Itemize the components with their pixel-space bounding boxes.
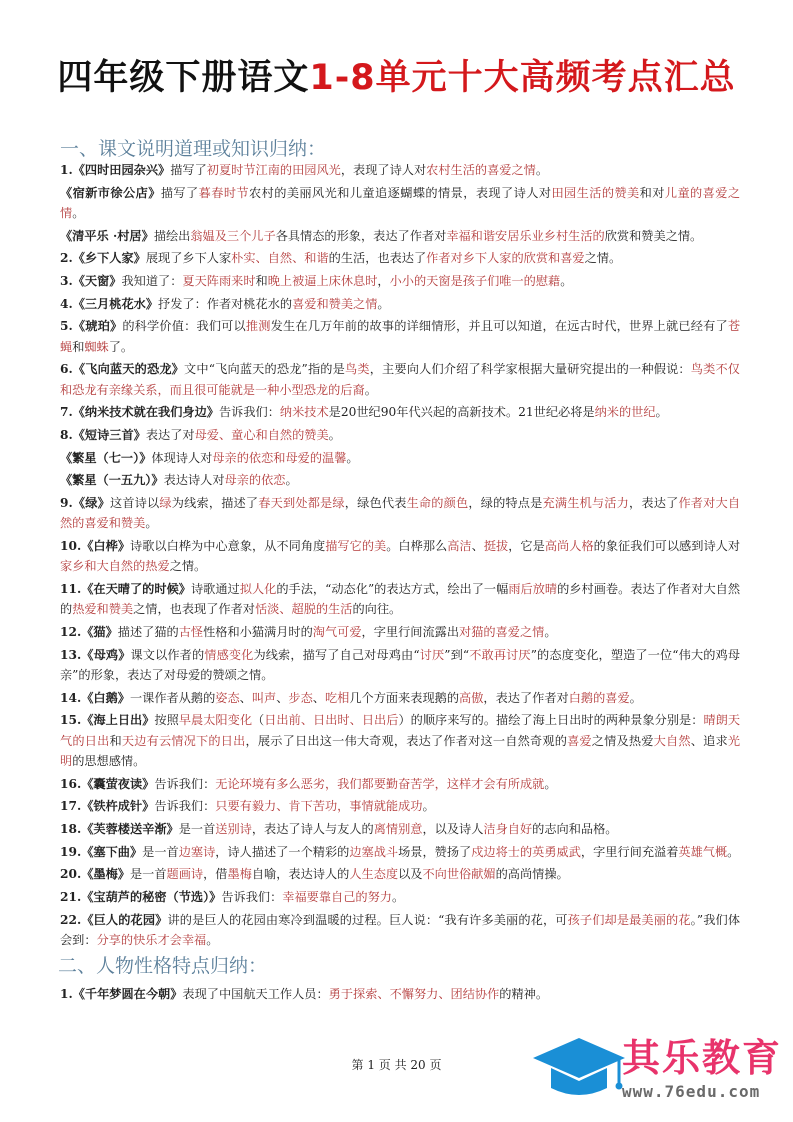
list-item bbox=[60, 316, 740, 357]
highlight-text: 初夏时节江南的田园风光 bbox=[206, 163, 341, 177]
list-item bbox=[60, 271, 740, 291]
highlight-text: 雨后放晴 bbox=[508, 582, 558, 597]
highlight-text: 日出前、日出时、日出后 bbox=[264, 713, 399, 728]
item-text: 告诉我们： bbox=[218, 405, 280, 420]
item-text: 。白桦那么 bbox=[386, 539, 448, 554]
item-text: 的科学价值：我们可以 bbox=[122, 319, 246, 334]
item-text: 为线索，描述了 bbox=[171, 496, 259, 511]
list-item bbox=[60, 183, 740, 224]
item-text: 一课作者从鹅的 bbox=[129, 690, 216, 705]
highlight-text: 淘气可爱 bbox=[312, 625, 362, 640]
list-item bbox=[60, 493, 740, 534]
item-heading: 3.《天窗》 bbox=[60, 274, 122, 289]
item-text: 的乡村画卷。表达了作者对大自然的 bbox=[60, 582, 741, 617]
item-heading: 20.《墨梅》 bbox=[60, 867, 130, 882]
highlight-text: 蜘蛛 bbox=[84, 339, 109, 354]
highlight-text: 儿童的喜爱之情 bbox=[60, 185, 741, 220]
highlight-text: 古怪 bbox=[178, 625, 204, 640]
item-text: 是一首 bbox=[142, 844, 179, 859]
item-heading: 13.《母鸡》 bbox=[60, 647, 131, 662]
item-text: 。 bbox=[655, 405, 668, 420]
item-text: 以及 bbox=[398, 867, 423, 882]
highlight-text: 鸟类不仅和恐龙有亲缘关系，而且很可能就是一种小型恐龙的后裔 bbox=[60, 362, 740, 397]
highlight-text: 英雄气概 bbox=[678, 844, 728, 859]
highlight-text: 夏天阵雨来时 bbox=[182, 274, 256, 289]
item-text: ， bbox=[377, 274, 390, 289]
item-text: 为线索，描写了自己对母鸡由“ bbox=[253, 647, 420, 662]
item-heading: 15.《海上日出》 bbox=[60, 713, 155, 728]
item-text: 。 bbox=[629, 690, 642, 705]
item-heading: 12.《猫》 bbox=[60, 625, 118, 640]
item-text: ，绿的特点是 bbox=[468, 496, 543, 511]
highlight-text: 挺拔 bbox=[483, 539, 509, 554]
item-text: 和 bbox=[72, 339, 85, 354]
item-text: 的精神。 bbox=[499, 987, 549, 1002]
item-text: 诗歌以白桦为中心意象，从不同角度 bbox=[130, 539, 326, 554]
highlight-text: 绿 bbox=[159, 496, 172, 511]
item-text: 的象征我们可以感到诗人对 bbox=[593, 539, 741, 554]
list-item bbox=[60, 425, 740, 445]
item-text: 。 bbox=[328, 428, 341, 443]
highlight-text: 母爱、童心和自然的赞美 bbox=[194, 428, 329, 443]
list-item bbox=[60, 536, 740, 577]
item-text: 的向往。 bbox=[352, 602, 402, 617]
item-text: 告诉我们： bbox=[154, 799, 216, 814]
highlight-text: 春天到处都是绿 bbox=[258, 496, 345, 511]
item-text: （ bbox=[252, 713, 265, 728]
section-heading-1: 一、课文说明道理或知识归纳： bbox=[60, 138, 327, 160]
item-text: 表达诗人对 bbox=[163, 473, 225, 488]
item-text: 之情及热爱 bbox=[591, 733, 654, 748]
item-heading: 17.《铁杵成针》 bbox=[60, 799, 155, 814]
item-text: ，表达了诗人与友人的 bbox=[251, 822, 374, 837]
highlight-text: 墨梅 bbox=[227, 867, 252, 882]
highlight-text: 恬淡、超脱的生活 bbox=[255, 602, 353, 617]
item-text: 了。 bbox=[108, 339, 134, 354]
highlight-text: 晴朗天气的日出 bbox=[60, 713, 741, 748]
highlight-text: 离情别意 bbox=[373, 822, 423, 837]
item-text: 场景，赞扬了 bbox=[398, 844, 472, 859]
highlight-text: 鸟类 bbox=[345, 362, 370, 377]
item-text: 和 bbox=[109, 733, 122, 748]
item-text: 。”我们体会到： bbox=[60, 912, 741, 948]
item-heading: 19.《塞下曲》 bbox=[60, 844, 143, 859]
item-heading: 22.《巨人的花园》 bbox=[60, 912, 168, 927]
item-text: 体现诗人对 bbox=[151, 450, 213, 465]
list-item bbox=[60, 622, 740, 642]
item-text: 描写了 bbox=[170, 163, 207, 177]
item-heading: 7.《纳米技术就在我们身边》 bbox=[60, 405, 219, 420]
item-heading: 《繁星（七一）》 bbox=[60, 450, 152, 465]
list-item bbox=[60, 887, 740, 907]
item-text: 。 bbox=[422, 799, 435, 814]
highlight-text: 天边有云情况下的日出 bbox=[121, 733, 246, 748]
item-heading: 10.《白桦》 bbox=[60, 539, 131, 554]
list-item bbox=[60, 864, 740, 884]
item-heading: 2.《乡下人家》 bbox=[60, 251, 146, 266]
item-text: 的志向和品格。 bbox=[532, 822, 618, 837]
highlight-text: 戍边将士的英勇威武 bbox=[471, 844, 581, 859]
item-text: ，表达了 bbox=[629, 496, 679, 511]
highlight-text: 翁媪及三个儿子 bbox=[190, 228, 276, 243]
highlight-text: 热爱和赞美 bbox=[72, 602, 134, 617]
list-item bbox=[60, 688, 740, 708]
item-text: 之情。 bbox=[584, 251, 622, 266]
item-text: 和 bbox=[255, 274, 268, 289]
logo-url: www.76edu.com bbox=[622, 1082, 761, 1101]
item-text: 性格和小猫满月时的 bbox=[203, 625, 313, 640]
item-heading: 16.《囊萤夜读》 bbox=[60, 776, 155, 791]
item-heading: 5.《琥珀》 bbox=[60, 319, 123, 334]
item-text: 自喻，表达诗人的 bbox=[251, 867, 350, 882]
highlight-text: 不敢再讨厌 bbox=[469, 647, 531, 662]
item-heading: 8.《短诗三首》 bbox=[60, 428, 146, 443]
highlight-text: 讨厌 bbox=[419, 647, 445, 662]
list-item bbox=[60, 710, 740, 771]
item-text: 。 bbox=[72, 205, 85, 220]
item-text: ，主要向人们介绍了科学家根据大量研究提出的一种假说： bbox=[369, 362, 691, 377]
item-text: 。 bbox=[560, 274, 573, 289]
item-text: 我知道了： bbox=[121, 274, 183, 289]
highlight-text: 孩子们却是最美丽的花 bbox=[567, 912, 691, 927]
highlight-text: 纳米技术 bbox=[279, 405, 329, 420]
highlight-text: 高尚人格 bbox=[544, 539, 594, 554]
item-text: 发生在几万年前的故事的详细情形，并且可以知道，在远古时代，世界上就已经有了 bbox=[270, 319, 728, 334]
item-text: 按照 bbox=[154, 713, 179, 728]
item-text: 。 bbox=[727, 844, 740, 859]
item-text: 农村的美丽风光和儿童追逐蝴蝶的情景，表现了诗人对 bbox=[249, 185, 552, 200]
item-text: 这首诗以 bbox=[109, 496, 160, 511]
highlight-text: 幸福和谐安居乐业乡村生活的 bbox=[446, 228, 605, 243]
item-text: 各具情态的形象，表达了作者对 bbox=[275, 228, 447, 243]
highlight-text: 高傲 bbox=[459, 690, 484, 705]
item-text: 表现了中国航天工作人员： bbox=[182, 987, 329, 1002]
list-item bbox=[60, 984, 740, 1004]
item-text: 是一首 bbox=[129, 867, 167, 882]
item-text: 之情。 bbox=[169, 559, 207, 574]
highlight-text: 描写它的美 bbox=[325, 539, 387, 554]
highlight-text: 幸福要靠自己的努力 bbox=[282, 890, 392, 905]
highlight-text: 勇于探索、不懈努力、团结协作 bbox=[328, 987, 500, 1002]
list-item bbox=[60, 842, 740, 862]
item-text: 告诉我们： bbox=[221, 890, 283, 905]
highlight-text: 只要有毅力、肯下苦功，事情就能成功 bbox=[215, 799, 423, 814]
highlight-text: 送别诗 bbox=[215, 822, 252, 837]
highlight-text: 作者对乡下人家的欣赏和喜爱 bbox=[426, 251, 585, 266]
highlight-text: 人生态度 bbox=[349, 867, 399, 882]
page-title bbox=[0, 56, 793, 100]
highlight-text: 高洁 bbox=[447, 539, 472, 554]
highlight-text: 拟人化 bbox=[239, 582, 277, 597]
highlight-text: 姿态 bbox=[215, 690, 240, 705]
highlight-text: 母亲的依恋 bbox=[224, 473, 286, 488]
list-item bbox=[60, 359, 740, 400]
list-item bbox=[60, 645, 740, 686]
item-text: ，它是 bbox=[508, 539, 545, 554]
item-text: 告诉我们： bbox=[154, 776, 216, 791]
page-footer: 第 1 页 共 20 页 bbox=[351, 1058, 442, 1072]
item-text: 。 bbox=[285, 473, 298, 488]
item-text: ，借 bbox=[203, 867, 228, 882]
item-text: 描写了 bbox=[160, 185, 199, 200]
item-text: 是一首 bbox=[178, 822, 216, 837]
item-text: 是20世纪90年代兴起的高新技术。21世纪必将是 bbox=[328, 405, 595, 420]
highlight-text: 对猫的喜爱之情 bbox=[459, 625, 545, 640]
item-text: 的高尚情操。 bbox=[495, 867, 569, 882]
highlight-text: 题画诗 bbox=[166, 867, 204, 882]
highlight-text: 洁身自好 bbox=[483, 822, 533, 837]
list-item bbox=[60, 402, 740, 422]
item-text: 。 bbox=[377, 296, 390, 311]
item-heading: 6.《飞向蓝天的恐龙》 bbox=[60, 362, 185, 377]
item-text: ）的顺序来写的。描绘了海上日出时的两种景象分别是： bbox=[398, 713, 704, 728]
highlight-text: 分享的快乐才会幸福 bbox=[96, 933, 207, 948]
list-item bbox=[60, 819, 740, 839]
item-heading: 1.《四时田园杂兴》 bbox=[60, 163, 171, 177]
title-part1: 四年级下册语文 bbox=[57, 58, 310, 98]
highlight-text: 作者对大自然的喜爱和赞美 bbox=[60, 496, 741, 531]
highlight-text: 纳米的世纪 bbox=[594, 405, 656, 420]
highlight-text: 情感变化 bbox=[204, 647, 254, 662]
item-text: 。 bbox=[206, 933, 219, 948]
highlight-text: 边塞战斗 bbox=[349, 844, 399, 859]
list-item bbox=[60, 448, 740, 468]
highlight-text: 生命的颜色 bbox=[406, 496, 469, 511]
highlight-text: 喜爱和赞美之情 bbox=[292, 296, 378, 311]
item-heading: 11.《在天晴了的时候》 bbox=[60, 582, 191, 597]
highlight-text: 叫声 bbox=[251, 690, 277, 705]
highlight-text: 苍蝇 bbox=[60, 319, 741, 354]
item-text: 。 bbox=[544, 625, 557, 640]
highlight-text: 早晨太阳变化 bbox=[178, 713, 253, 728]
list-item bbox=[60, 579, 740, 620]
item-text: 和对 bbox=[639, 185, 665, 200]
item-text: 课文以作者的 bbox=[130, 647, 205, 662]
section1-list bbox=[60, 160, 740, 950]
highlight-text: 白鹅的喜爱 bbox=[568, 690, 630, 705]
highlight-text: 喜爱 bbox=[567, 733, 592, 748]
item-text: ，字里行间充溢着 bbox=[580, 844, 679, 859]
highlight-text: 光明 bbox=[60, 733, 741, 769]
item-text: 、 bbox=[239, 690, 252, 705]
item-text: 、 bbox=[276, 690, 289, 705]
highlight-text: 不向世俗献媚 bbox=[422, 867, 496, 882]
item-text: 几个方面来表现鹅的 bbox=[349, 690, 460, 705]
item-text: 抒发了：作者对桃花水的 bbox=[158, 296, 293, 311]
item-text: 。 bbox=[544, 776, 557, 791]
item-text: 。 bbox=[535, 163, 549, 177]
highlight-text: 母亲的依恋和母爱的温馨 bbox=[212, 450, 347, 465]
list-item bbox=[60, 910, 740, 951]
item-text: 。 bbox=[145, 516, 158, 531]
list-item bbox=[60, 796, 740, 816]
item-text: ，诗人描述了一个精彩的 bbox=[215, 844, 350, 859]
item-text: ，表达了作者对 bbox=[483, 690, 569, 705]
content-body bbox=[60, 160, 740, 1007]
item-text: ，以及诗人 bbox=[422, 822, 484, 837]
item-heading: 《清平乐 ·村居》 bbox=[60, 228, 154, 243]
item-text: 的手法，“动态化”的表达方式，绘出了一幅 bbox=[276, 582, 509, 597]
item-heading: 9.《绿》 bbox=[60, 496, 110, 511]
item-heading: 21.《宝葫芦的秘密（节选）》 bbox=[60, 890, 222, 905]
item-text: 之情，也表现了作者对 bbox=[133, 602, 255, 617]
highlight-text: 推测 bbox=[245, 319, 271, 334]
list-item bbox=[60, 248, 740, 268]
item-text: ，字里行间流露出 bbox=[361, 625, 460, 640]
section2-list bbox=[60, 984, 740, 1004]
highlight-text: 边塞诗 bbox=[178, 844, 216, 859]
list-item bbox=[60, 774, 740, 794]
item-text: 。 bbox=[391, 890, 405, 905]
item-text: ，展示了日出这一伟大奇观，表达了作者对这一自然奇观的 bbox=[245, 733, 568, 748]
list-item bbox=[60, 226, 740, 246]
item-text: 诗歌通过 bbox=[190, 582, 240, 597]
item-text: ，绿色代表 bbox=[344, 496, 407, 511]
highlight-text: 家乡和大自然的热爱 bbox=[60, 559, 170, 574]
item-text: 表达了对 bbox=[145, 428, 195, 443]
item-text: 的思想感情。 bbox=[72, 754, 146, 769]
highlight-text: 步态 bbox=[288, 690, 313, 705]
item-text: 、追求 bbox=[690, 733, 728, 748]
item-text: 、 bbox=[471, 539, 484, 554]
item-text: 讲的是巨人的花园由寒冷到温暖的过程。巨人说：“我有许多美丽的花，可 bbox=[167, 912, 568, 927]
logo-name: 其乐教育 bbox=[622, 1036, 783, 1080]
highlight-text: 无论环境有多么恶劣，我们都要勤奋苦学，这样才会有所成就 bbox=[215, 776, 545, 791]
item-text: 欣赏和赞美之情。 bbox=[604, 228, 703, 243]
item-text: ”的态度变化，塑造了一位“伟大的鸡母亲”的形象，表达了对母爱的赞颂之情。 bbox=[60, 647, 741, 683]
highlight-text: 大自然 bbox=[653, 733, 691, 748]
highlight-text: 吃相 bbox=[324, 690, 350, 705]
highlight-text: 小小的天窗是孩子们唯一的慰藉 bbox=[389, 274, 561, 289]
list-item bbox=[60, 470, 740, 490]
item-text: 的生活，也表达了 bbox=[328, 251, 427, 266]
highlight-text: 田园生活的赞美 bbox=[551, 185, 640, 200]
highlight-text: 暮春时节 bbox=[198, 185, 250, 200]
item-heading: 1.《千年梦圆在今朝》 bbox=[60, 987, 183, 1002]
highlight-text: 晚上被逼上床休息时 bbox=[267, 274, 378, 289]
list-item bbox=[60, 294, 740, 314]
list-item bbox=[60, 160, 740, 180]
section-heading-2: 二、人物性格特点归纳： bbox=[58, 955, 268, 978]
highlight-text: 农村生活的喜爱之情 bbox=[426, 163, 536, 177]
item-text: 展现了乡下人家 bbox=[145, 251, 232, 266]
highlight-text: 充满生机与活力 bbox=[542, 496, 629, 511]
item-text: ，表现了诗人对 bbox=[340, 163, 427, 177]
item-text: ”到“ bbox=[444, 647, 470, 662]
highlight-text: 朴实、自然、和谐 bbox=[231, 251, 329, 266]
item-heading: 《宿新市徐公店》 bbox=[60, 185, 161, 200]
item-text: 描述了猫的 bbox=[117, 625, 179, 640]
item-text: 。 bbox=[346, 450, 359, 465]
item-text: 。 bbox=[364, 382, 377, 397]
item-heading: 4.《三月桃花水》 bbox=[60, 296, 159, 311]
item-text: 文中“飞向蓝天的恐龙”指的是 bbox=[184, 362, 345, 377]
title-part2: 1-8单元十大高频考点汇总 bbox=[309, 58, 736, 98]
item-heading: 14.《白鹅》 bbox=[60, 690, 130, 705]
item-text: 描绘出 bbox=[153, 228, 191, 243]
item-text: 、 bbox=[312, 690, 325, 705]
item-heading: 18.《芙蓉楼送辛渐》 bbox=[60, 822, 179, 837]
item-heading: 《繁星（一五九）》 bbox=[60, 473, 164, 488]
